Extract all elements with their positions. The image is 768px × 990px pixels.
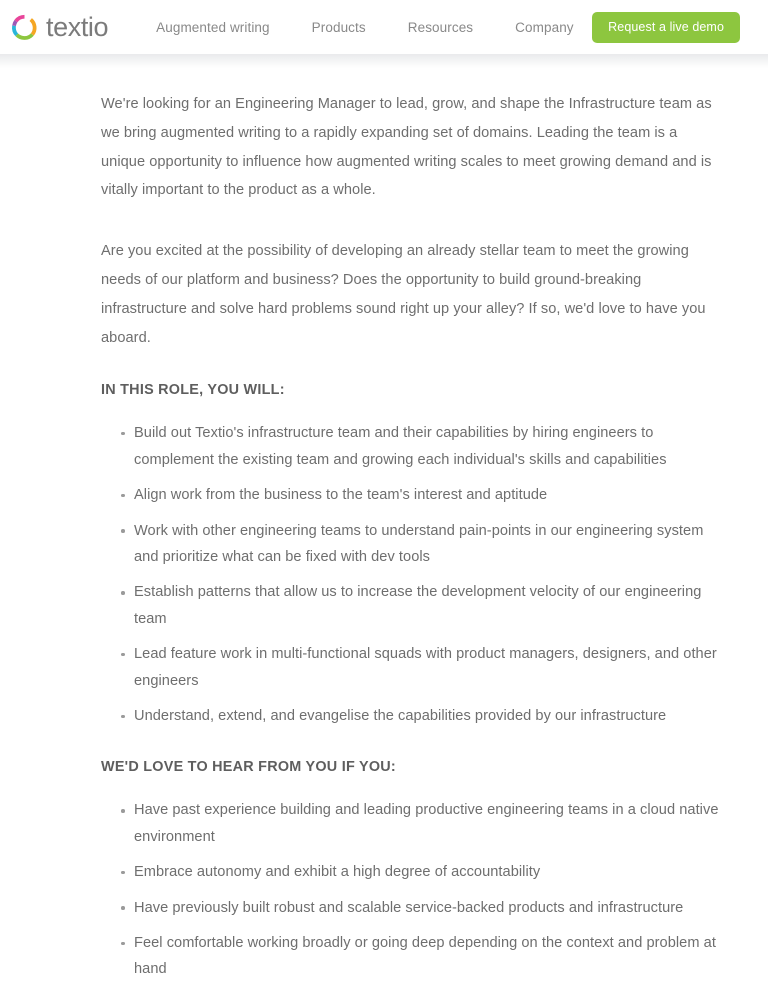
main-navigation — [156, 14, 592, 41]
nav-item-company[interactable]: Company — [515, 19, 574, 35]
section-heading-in-this-role: IN THIS ROLE, YOU WILL: — [101, 382, 285, 399]
job-description-content — [0, 68, 768, 983]
list-item: Have past experience building and leading productive engineering teams in a cloud native environment — [101, 797, 720, 850]
site-logo[interactable] — [10, 13, 108, 42]
intro-paragraph-1: We're looking for an Engineering Manager to lead, grow, and shape the Infrastructure team as we bring augmented writing to a rapidly expanding set of domains. Leading the team is a unique opportunity to influence how augmented writing scales to meet growing demand and is vitally important to the product as a whole. — [101, 96, 712, 199]
section-heading-wed-love-to-hear: WE'D LOVE TO HEAR FROM YOU IF YOU: — [101, 759, 396, 776]
textio-ring-logo-icon — [10, 13, 39, 42]
responsibilities-list — [101, 420, 720, 729]
list-item: Align work from the business to the team's interest and aptitude — [101, 482, 720, 508]
list-item: Have previously built robust and scalable service-backed products and infrastructure — [101, 895, 720, 921]
header-shadow-divider — [0, 54, 768, 68]
list-item: Feel comfortable working broadly or going deep depending on the context and problem at hand — [101, 930, 720, 983]
list-item: Build out Textio's infrastructure team and their capabilities by hiring engineers to complement the existing team and growing each individual's skills and capabilities — [101, 420, 720, 473]
logo-wordmark: textio — [46, 11, 109, 42]
list-item: Lead feature work in multi-functional squads with product managers, designers, and other engineers — [101, 641, 720, 694]
list-item: Establish patterns that allow us to increase the development velocity of our engineering team — [101, 579, 720, 632]
request-live-demo-button[interactable]: Request a live demo — [592, 12, 740, 43]
nav-item-resources[interactable]: Resources — [407, 19, 474, 35]
intro-paragraph-2: Are you excited at the possibility of developing an already stellar team to meet the growing needs of our platform and business? Does the opportunity to build ground-breaking infrastructure and solve hard problems sound right up your alley? If so, we'd love to have you aboard. — [101, 243, 706, 346]
list-item: Work with other engineering teams to understand pain-points in our engineering system and prioritize what can be fixed with dev tools — [101, 518, 720, 571]
list-item: Understand, extend, and evangelise the capabilities provided by our infrastructure — [101, 703, 720, 729]
nav-item-augmented-writing[interactable]: Augmented writing — [156, 19, 270, 35]
qualifications-list — [101, 797, 720, 982]
site-header — [0, 0, 768, 54]
nav-item-products[interactable]: Products — [311, 19, 366, 35]
list-item: Embrace autonomy and exhibit a high degree of accountability — [101, 859, 720, 885]
